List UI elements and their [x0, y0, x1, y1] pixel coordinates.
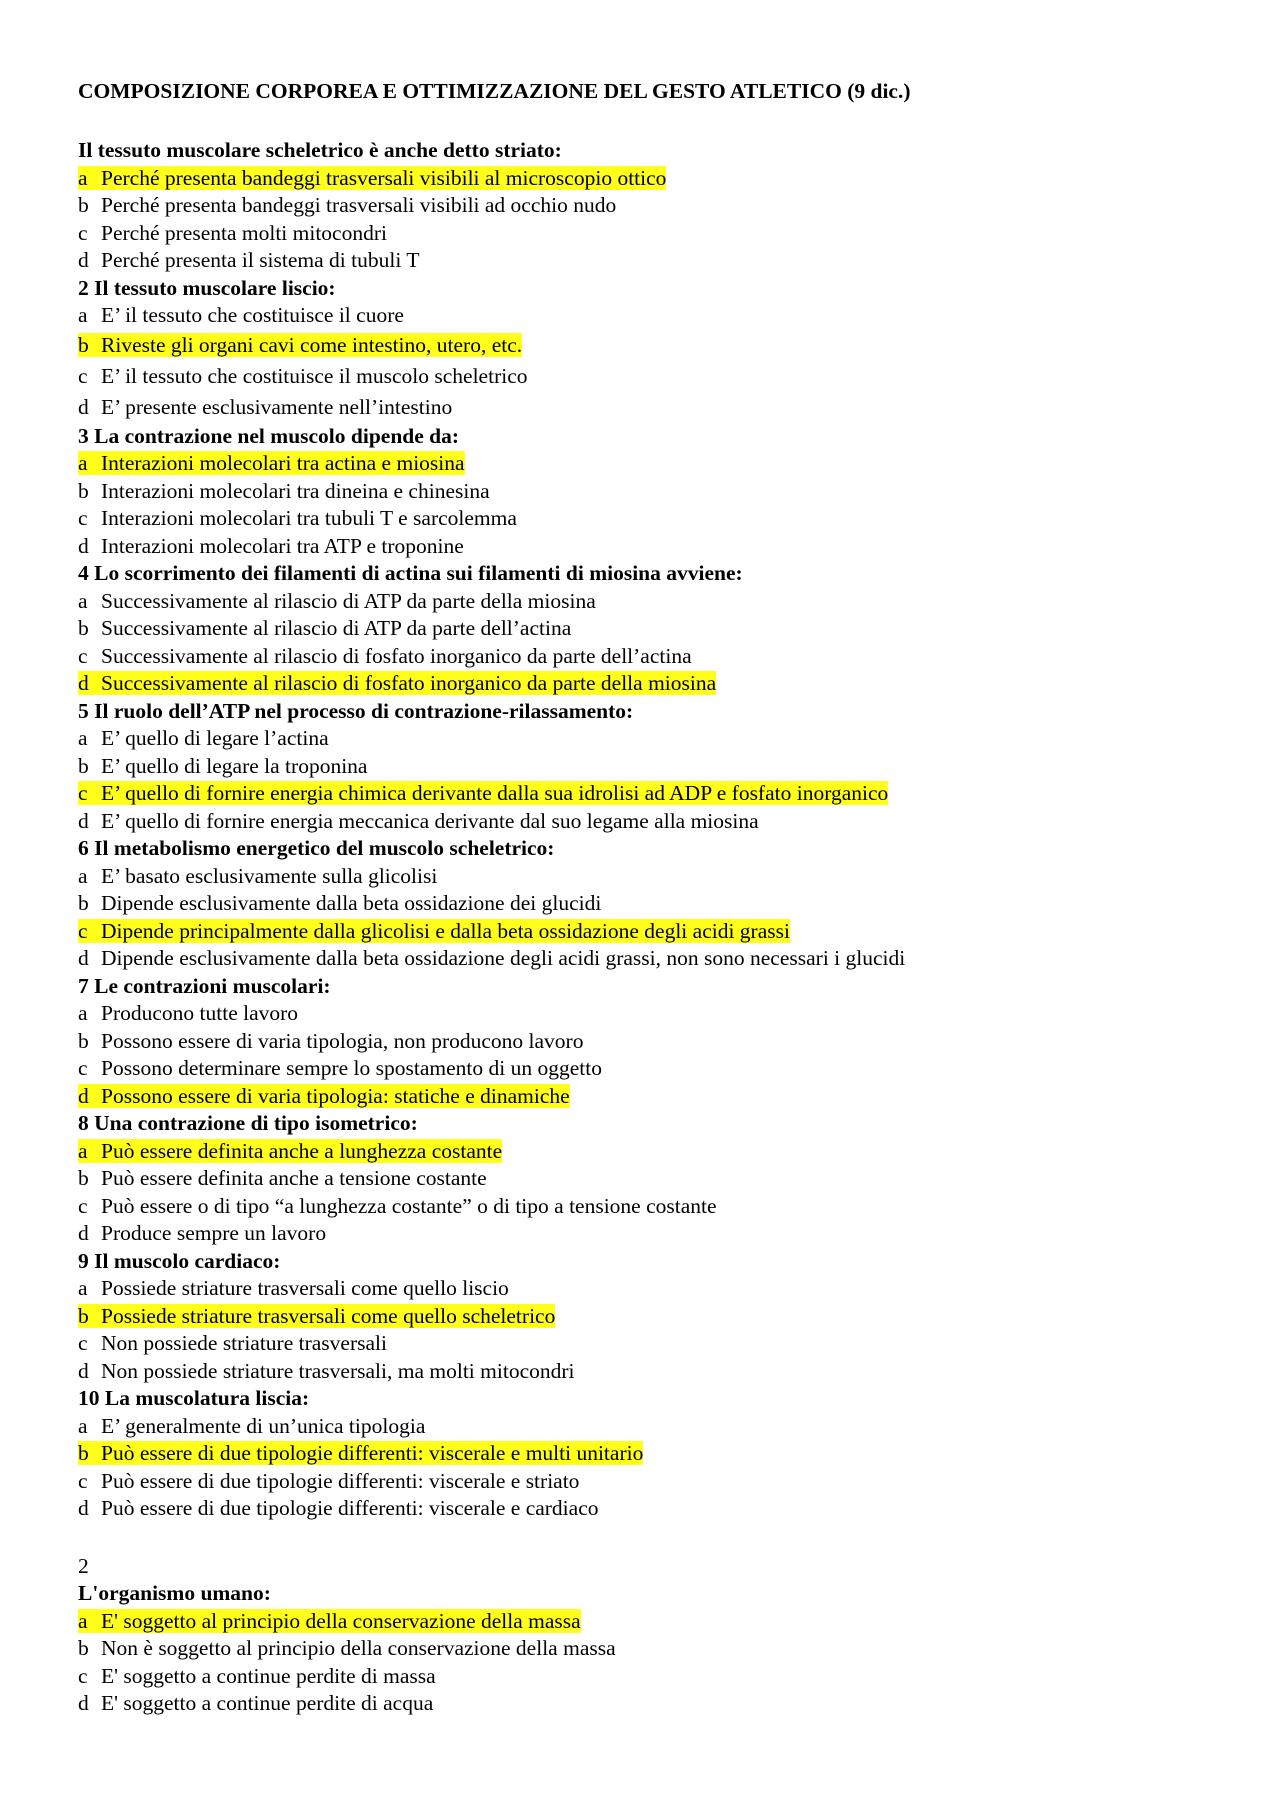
answer-text-wrap: [78, 1496, 599, 1520]
answer-text-wrap: [78, 1001, 298, 1025]
option-text: Non è soggetto al principio della conservazione della massa: [101, 1636, 616, 1660]
option-letter: d: [78, 1496, 89, 1520]
option-letter: a: [78, 1001, 88, 1025]
option-text: E’ il tessuto che costituisce il muscolo scheletrico: [101, 363, 528, 388]
option-letter: c: [78, 1331, 88, 1355]
question-text: 5 Il ruolo dell’ATP nel processo di contrazione-rilassamento:: [78, 698, 634, 723]
answer-text-wrap: [78, 1469, 579, 1493]
question-text: 4 Lo scorrimento dei filamenti di actina sui filamenti di miosina avviene:: [78, 561, 743, 585]
option-text: Perché presenta il sistema di tubuli T: [101, 248, 420, 272]
answer-option: [78, 615, 1240, 643]
question-text: 2 Il tessuto muscolare liscio:: [78, 275, 336, 300]
answer-option: [78, 808, 1240, 836]
question-block: [78, 1110, 1240, 1248]
answer-option: [78, 1275, 1240, 1303]
answer-option: [78, 1635, 1240, 1663]
answer-text-wrap: [78, 1414, 425, 1438]
answer-option: [78, 1000, 1240, 1028]
option-letter: b: [78, 891, 89, 915]
answer-text-wrap: [78, 1664, 436, 1688]
answer-option: [78, 1220, 1240, 1248]
question-text: 10 La muscolatura liscia:: [78, 1386, 310, 1410]
option-text: Possono determinare sempre lo spostamento di un oggetto: [101, 1056, 602, 1080]
option-text: Può essere definita anche a lunghezza costante: [101, 1138, 503, 1163]
answer-option: [78, 1663, 1240, 1691]
question-text: L'organismo umano:: [78, 1581, 271, 1605]
answer-text-wrap: [78, 1166, 487, 1190]
answer-text-wrap: [78, 809, 759, 833]
answer-text-wrap: [78, 303, 404, 327]
answer-option: [78, 1083, 1240, 1111]
answer-option: [78, 1055, 1240, 1083]
option-text: Perché presenta bandeggi trasversali visibili al microscopio ottico: [101, 165, 667, 190]
option-text: E’ presente esclusivamente nell’intestino: [101, 394, 453, 419]
option-letter: c: [78, 1193, 88, 1218]
option-text: E’ quello di legare la troponina: [101, 753, 368, 778]
answer-text-wrap: [78, 1221, 326, 1245]
question-text: 3 La contrazione nel muscolo dipende da:: [78, 423, 460, 448]
option-text: Può essere di due tipologie differenti: viscerale e multi unitario: [101, 1441, 644, 1465]
option-letter: d: [78, 1221, 89, 1245]
answer-text-wrap: [78, 644, 692, 668]
option-letter: b: [78, 1441, 89, 1465]
answer-text-wrap: [78, 1056, 602, 1080]
answer-text-wrap: [78, 248, 419, 272]
option-letter: c: [78, 918, 88, 943]
option-text: Possiede striature trasversali come quello scheletrico: [101, 1303, 556, 1328]
option-letter: b: [78, 332, 89, 357]
option-text: Dipende principalmente dalla glicolisi e dalla beta ossidazione degli acidi grassi: [101, 918, 790, 943]
option-text: Dipende esclusivamente dalla beta ossidazione degli acidi grassi, non sono necessari i glucidi: [101, 946, 906, 970]
answer-option: [78, 1440, 1240, 1468]
option-text: Perché presenta molti mitocondri: [101, 220, 387, 245]
answer-option: [78, 1303, 1240, 1331]
option-text: Possiede striature trasversali come quello liscio: [101, 1276, 509, 1300]
answer-option: [78, 1330, 1240, 1358]
option-text: Possono essere di varia tipologia, non producono lavoro: [101, 1028, 584, 1053]
option-letter: b: [78, 1166, 89, 1190]
answer-option: [78, 1413, 1240, 1441]
highlighted-answer: [78, 1304, 555, 1328]
answer-option: [78, 1165, 1240, 1193]
answer-text-wrap: [78, 221, 387, 245]
option-text: Interazioni molecolari tra tubuli T e sarcolemma: [101, 506, 517, 530]
option-letter: c: [78, 220, 88, 245]
answer-text-wrap: [78, 506, 517, 530]
answer-text-wrap: [78, 395, 452, 419]
option-text: Successivamente al rilascio di ATP da parte dell’actina: [101, 616, 572, 640]
answer-text-wrap: [78, 891, 601, 915]
option-text: Successivamente al rilascio di fosfato inorganico da parte dell’actina: [101, 643, 692, 668]
answer-option: [78, 392, 1240, 423]
option-text: Perché presenta bandeggi trasversali visibili ad occhio nudo: [101, 193, 617, 217]
highlighted-answer: [78, 919, 790, 943]
highlighted-answer: [78, 781, 888, 805]
answer-text-wrap: [78, 864, 437, 888]
answer-option: [78, 1468, 1240, 1496]
answer-text-wrap: [78, 1029, 583, 1053]
option-letter: d: [78, 248, 89, 272]
option-letter: a: [78, 303, 88, 327]
option-letter: d: [78, 808, 89, 833]
option-letter: a: [78, 726, 88, 750]
option-text: E’ basato esclusivamente sulla glicolisi: [101, 863, 438, 888]
option-letter: c: [78, 1056, 88, 1080]
highlighted-answer: [78, 1441, 643, 1465]
answer-option: [78, 890, 1240, 918]
answer-text-wrap: [78, 1331, 387, 1355]
answer-option: [78, 220, 1240, 248]
highlighted-answer: [78, 671, 716, 695]
answer-text-wrap: [78, 616, 571, 640]
answer-option: [78, 1138, 1240, 1166]
answer-text-wrap: [78, 946, 905, 970]
option-letter: c: [78, 1468, 88, 1493]
answer-option: [78, 588, 1240, 616]
highlighted-answer: [78, 333, 522, 357]
answer-option: [78, 945, 1240, 973]
question-block: [78, 1385, 1240, 1523]
answer-option: [78, 863, 1240, 891]
answer-option: [78, 1028, 1240, 1056]
question-block: [78, 973, 1240, 1111]
answer-text-wrap: [78, 1691, 433, 1715]
question-block: [78, 275, 1240, 423]
option-letter: a: [78, 165, 88, 190]
option-letter: b: [78, 478, 89, 503]
question-block: [78, 137, 1240, 275]
answer-option: [78, 330, 1240, 361]
option-text: Successivamente al rilascio di fosfato inorganico da parte della miosina: [101, 671, 717, 695]
option-letter: b: [78, 1303, 89, 1328]
highlighted-answer: [78, 451, 465, 475]
option-letter: a: [78, 1608, 88, 1633]
option-text: Interazioni molecolari tra dineina e chinesina: [101, 478, 490, 503]
answer-option: [78, 1495, 1240, 1523]
answer-option: [78, 361, 1240, 392]
highlighted-answer: [78, 1609, 581, 1633]
option-letter: b: [78, 616, 89, 640]
answer-option: [78, 478, 1240, 506]
answer-option: [78, 505, 1240, 533]
answer-text-wrap: [78, 1194, 717, 1218]
answer-option: [78, 1690, 1240, 1718]
option-letter: c: [78, 1663, 88, 1688]
option-text: E’ quello di legare l’actina: [101, 726, 329, 750]
answer-text-wrap: [78, 534, 464, 558]
answer-option: [78, 165, 1240, 193]
answer-option: [78, 753, 1240, 781]
answer-text-wrap: [78, 589, 596, 613]
answer-option: [78, 450, 1240, 478]
option-letter: a: [78, 863, 88, 888]
document-title: COMPOSIZIONE CORPOREA E OTTIMIZZAZIONE DEL GESTO ATLETICO (9 dic.): [78, 79, 911, 103]
answer-text-wrap: [78, 726, 329, 750]
option-text: E' soggetto a continue perdite di massa: [101, 1663, 436, 1688]
question-block: [78, 698, 1240, 836]
option-text: Interazioni molecolari tra ATP e troponine: [101, 533, 464, 558]
answer-option: [78, 247, 1240, 275]
option-letter: d: [78, 671, 89, 695]
answer-text-wrap: [78, 1276, 509, 1300]
answer-option: [78, 192, 1240, 220]
answer-text-wrap: [78, 1359, 575, 1383]
option-letter: a: [78, 1138, 88, 1163]
option-text: E’ il tessuto che costituisce il cuore: [101, 303, 404, 327]
option-text: Possono essere di varia tipologia: statiche e dinamiche: [101, 1083, 570, 1108]
answer-option: [78, 1193, 1240, 1221]
option-letter: b: [78, 753, 89, 778]
question-block: [78, 560, 1240, 698]
option-letter: d: [78, 1358, 89, 1383]
option-letter: c: [78, 643, 88, 668]
option-text: E’ quello di fornire energia chimica derivante dalla sua idrolisi ad ADP e fosfato inorganico: [101, 781, 889, 805]
answer-option: [78, 670, 1240, 698]
answer-option: [78, 725, 1240, 753]
highlighted-answer: [78, 1139, 502, 1163]
option-text: Produce sempre un lavoro: [101, 1221, 327, 1245]
option-text: Può essere definita anche a tensione costante: [101, 1166, 487, 1190]
option-text: Successivamente al rilascio di ATP da parte della miosina: [101, 588, 596, 613]
question-text: 8 Una contrazione di tipo isometrico:: [78, 1111, 418, 1135]
option-text: E' soggetto a continue perdite di acqua: [101, 1691, 434, 1715]
answer-text-wrap: [78, 754, 367, 778]
answer-option: [78, 1358, 1240, 1386]
option-letter: a: [78, 1276, 88, 1300]
option-letter: d: [78, 946, 89, 970]
answer-option: [78, 533, 1240, 561]
option-text: Può essere di due tipologie differenti: viscerale e cardiaco: [101, 1496, 599, 1520]
question-block: [78, 1248, 1240, 1386]
option-letter: a: [78, 1413, 88, 1438]
question-list: [78, 137, 1240, 1523]
answer-text-wrap: [78, 364, 528, 388]
option-letter: a: [78, 588, 88, 613]
option-letter: c: [78, 781, 88, 805]
option-letter: d: [78, 1691, 89, 1715]
option-text: E’ generalmente di un’unica tipologia: [101, 1413, 426, 1438]
option-list: [78, 1608, 1240, 1718]
answer-text-wrap: [78, 479, 490, 503]
option-text: Interazioni molecolari tra actina e miosina: [101, 451, 465, 475]
option-text: E' soggetto al principio della conservazione della massa: [101, 1608, 581, 1633]
option-text: Può essere di due tipologie differenti: viscerale e striato: [101, 1468, 580, 1493]
option-letter: c: [78, 506, 88, 530]
option-letter: d: [78, 1083, 89, 1108]
option-letter: a: [78, 451, 88, 475]
question-text: Il tessuto muscolare scheletrico è anche detto striato:: [78, 138, 562, 162]
highlighted-answer: [78, 166, 666, 190]
answer-text-wrap: [78, 1636, 616, 1660]
option-letter: d: [78, 394, 89, 419]
highlighted-answer: [78, 1084, 570, 1108]
question-text: 7 Le contrazioni muscolari:: [78, 973, 331, 998]
question-text: 6 Il metabolismo energetico del muscolo scheletrico:: [78, 836, 555, 860]
question-text: 9 Il muscolo cardiaco:: [78, 1248, 281, 1273]
option-text: Può essere o di tipo “a lunghezza costante” o di tipo a tensione costante: [101, 1193, 717, 1218]
option-letter: c: [78, 363, 88, 388]
question-block: [78, 835, 1240, 973]
option-letter: b: [78, 1636, 89, 1660]
answer-option: [78, 302, 1240, 330]
answer-option: [78, 643, 1240, 671]
section-number: 2: [78, 1553, 89, 1578]
option-text: Non possiede striature trasversali, ma molti mitocondri: [101, 1358, 575, 1383]
option-text: Producono tutte lavoro: [101, 1001, 299, 1025]
question-block: [78, 423, 1240, 561]
option-text: Riveste gli organi cavi come intestino, utero, etc.: [101, 332, 523, 357]
answer-option: [78, 1608, 1240, 1636]
answer-text-wrap: [78, 193, 616, 217]
option-text: E’ quello di fornire energia meccanica derivante dal suo legame alla miosina: [101, 808, 759, 833]
option-letter: b: [78, 1028, 89, 1053]
option-text: Non possiede striature trasversali: [101, 1331, 387, 1355]
option-text: Dipende esclusivamente dalla beta ossidazione dei glucidi: [101, 891, 602, 915]
option-letter: b: [78, 193, 89, 217]
option-letter: d: [78, 533, 89, 558]
answer-option: [78, 918, 1240, 946]
answer-option: [78, 780, 1240, 808]
